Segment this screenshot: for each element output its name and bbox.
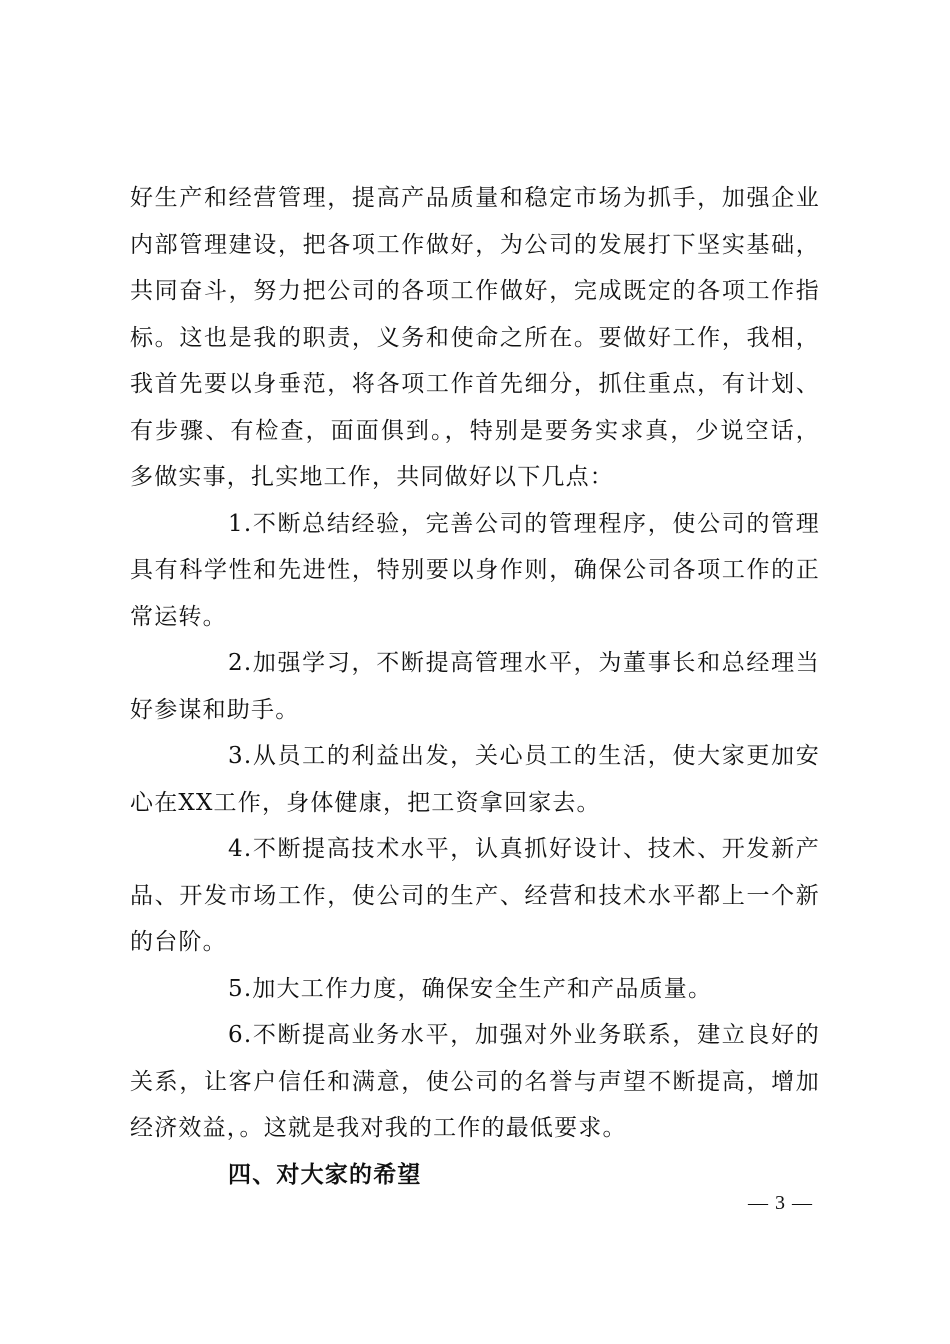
list-item-1: 1.不断总结经验，完善公司的管理程序，使公司的管理具有科学性和先进性，特别要以身作则，确保公司各项工作的正常运转。	[130, 510, 820, 630]
section-heading: 四、对大家的希望	[228, 1161, 422, 1188]
list-item-4: 4.不断提高技术水平，认真抓好设计、技术、开发新产品、开发市场工作，使公司的生产、经营和技术水平都上一个新的台阶。	[130, 836, 820, 955]
page-number: — 3 —	[748, 1192, 813, 1214]
paragraph-continued: 好生产和经营管理，提高产品质量和稳定市场为抓手，加强企业内部管理建设，把各项工作做好，为公司的发展打下坚实基础，共同奋斗，努力把公司的各项工作做好，完成既定的各项工作指标。这也是我的职责，义务和使命之所在。要做好工作，我相，我首先要以身垂范，将各项工作首先细分，抓住重点，有计划、有步骤、有检查，面面俱到。，特别是要务实求真，少说空话，多做实事，扎实地工作，共同做好以下几点：	[130, 185, 820, 490]
list-item-2: 2.加强学习，不断提高管理水平，为董事长和总经理当好参谋和助手。	[130, 650, 820, 723]
list-item-6: 6.不断提高业务水平，加强对外业务联系，建立良好的关系，让客户信任和满意，使公司的名誉与声望不断提高，增加经济效益，。这就是我对我的工作的最低要求。	[130, 1022, 820, 1141]
list-item-5: 5.加大工作力度，确保安全生产和产品质量。	[228, 975, 713, 1002]
list-item-3: 3.从员工的利益出发，关心员工的生活，使大家更加安心在XX工作，身体健康，把工资拿回家去。	[130, 743, 820, 816]
body-text	[130, 175, 820, 1198]
